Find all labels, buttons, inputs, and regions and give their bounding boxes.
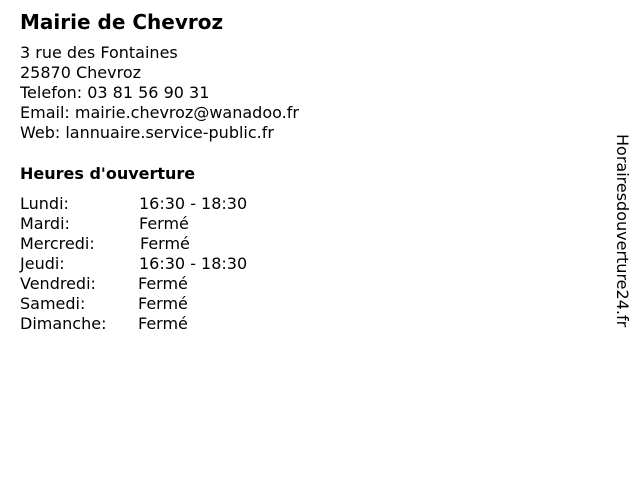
hours-day: Lundi: (20, 194, 69, 213)
hours-title: Heures d'ouverture (20, 164, 196, 183)
hours-day: Mercredi: (20, 234, 95, 253)
hours-day: Jeudi: (20, 254, 65, 273)
address-phone: Telefon: 03 81 56 90 31 (20, 83, 210, 102)
hours-time: Fermé (140, 234, 190, 253)
address-email: Email: mairie.chevroz@wanadoo.fr (20, 103, 299, 122)
address-web: Web: lannuaire.service-public.fr (20, 123, 274, 142)
address-city: 25870 Chevroz (20, 63, 142, 82)
hours-time: 16:30 - 18:30 (139, 254, 248, 273)
hours-time: Fermé (138, 294, 188, 313)
hours-day: Vendredi: (20, 274, 96, 293)
site-brand-vertical: Horairesdouverture24.fr (613, 134, 632, 328)
hours-time: Fermé (138, 274, 188, 293)
address-street: 3 rue des Fontaines (20, 43, 178, 62)
hours-day: Dimanche: (20, 314, 107, 333)
hours-time: Fermé (138, 314, 188, 333)
page-title: Mairie de Chevroz (20, 10, 224, 34)
hours-time: Fermé (139, 214, 189, 233)
address-block (20, 43, 299, 143)
hours-time: 16:30 - 18:30 (139, 194, 248, 213)
hours-day: Samedi: (20, 294, 86, 313)
hours-day: Mardi: (20, 214, 70, 233)
